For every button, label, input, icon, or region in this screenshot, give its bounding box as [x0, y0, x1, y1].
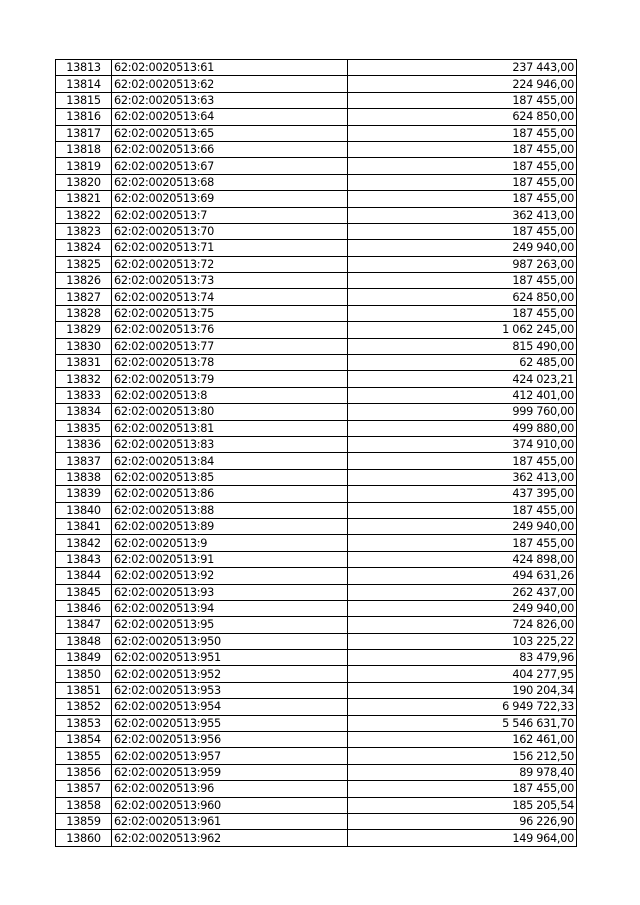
table-body [56, 60, 577, 847]
cadastral-number-cell: 62:02:0020513:952 [112, 666, 348, 682]
value-cell: 987 263,00 [348, 256, 577, 272]
value-cell: 162 461,00 [348, 732, 577, 748]
value-cell: 187 455,00 [348, 92, 577, 108]
table-row [56, 436, 577, 452]
table-row [56, 256, 577, 272]
row-number-cell: 13829 [56, 322, 112, 338]
cadastral-number-cell: 62:02:0020513:69 [112, 191, 348, 207]
value-cell: 362 413,00 [348, 469, 577, 485]
table-row [56, 584, 577, 600]
table-row [56, 355, 577, 371]
value-cell: 249 940,00 [348, 600, 577, 616]
table-row [56, 420, 577, 436]
cadastral-number-cell: 62:02:0020513:77 [112, 338, 348, 354]
row-number-cell: 13856 [56, 764, 112, 780]
table-row [56, 551, 577, 567]
value-cell: 437 395,00 [348, 486, 577, 502]
value-cell: 156 212,50 [348, 748, 577, 764]
row-number-cell: 13855 [56, 748, 112, 764]
row-number-cell: 13814 [56, 76, 112, 92]
cadastral-number-cell: 62:02:0020513:91 [112, 551, 348, 567]
cadastral-number-cell: 62:02:0020513:86 [112, 486, 348, 502]
row-number-cell: 13828 [56, 305, 112, 321]
value-cell: 190 204,34 [348, 682, 577, 698]
value-cell: 187 455,00 [348, 781, 577, 797]
cadastral-number-cell: 62:02:0020513:960 [112, 797, 348, 813]
row-number-cell: 13824 [56, 240, 112, 256]
value-cell: 412 401,00 [348, 387, 577, 403]
row-number-cell: 13822 [56, 207, 112, 223]
table-row [56, 141, 577, 157]
cadastral-number-cell: 62:02:0020513:62 [112, 76, 348, 92]
cadastral-number-cell: 62:02:0020513:94 [112, 600, 348, 616]
row-number-cell: 13838 [56, 469, 112, 485]
table-row [56, 650, 577, 666]
table-row [56, 322, 577, 338]
row-number-cell: 13847 [56, 617, 112, 633]
value-cell: 404 277,95 [348, 666, 577, 682]
value-cell: 187 455,00 [348, 305, 577, 321]
table-row [56, 60, 577, 76]
row-number-cell: 13827 [56, 289, 112, 305]
cadastral-number-cell: 62:02:0020513:8 [112, 387, 348, 403]
row-number-cell: 13831 [56, 355, 112, 371]
value-cell: 249 940,00 [348, 240, 577, 256]
cadastral-number-cell: 62:02:0020513:7 [112, 207, 348, 223]
table-row [56, 797, 577, 813]
row-number-cell: 13817 [56, 125, 112, 141]
row-number-cell: 13818 [56, 141, 112, 157]
row-number-cell: 13839 [56, 486, 112, 502]
table-row [56, 518, 577, 534]
table-row [56, 715, 577, 731]
table-row [56, 92, 577, 108]
cadastral-number-cell: 62:02:0020513:83 [112, 436, 348, 452]
row-number-cell: 13850 [56, 666, 112, 682]
table-row [56, 813, 577, 829]
row-number-cell: 13848 [56, 633, 112, 649]
cadastral-number-cell: 62:02:0020513:950 [112, 633, 348, 649]
cadastral-number-cell: 62:02:0020513:962 [112, 830, 348, 846]
table-row [56, 682, 577, 698]
table-row [56, 830, 577, 846]
table-row [56, 289, 577, 305]
value-cell: 999 760,00 [348, 404, 577, 420]
value-cell: 187 455,00 [348, 158, 577, 174]
row-number-cell: 13860 [56, 830, 112, 846]
cadastral-number-cell: 62:02:0020513:70 [112, 223, 348, 239]
table-row [56, 469, 577, 485]
cadastral-number-cell: 62:02:0020513:95 [112, 617, 348, 633]
row-number-cell: 13845 [56, 584, 112, 600]
cadastral-number-cell: 62:02:0020513:81 [112, 420, 348, 436]
table-row [56, 486, 577, 502]
value-cell: 624 850,00 [348, 289, 577, 305]
row-number-cell: 13820 [56, 174, 112, 190]
cadastral-value-table [55, 59, 577, 847]
value-cell: 83 479,96 [348, 650, 577, 666]
cadastral-number-cell: 62:02:0020513:92 [112, 568, 348, 584]
table-row [56, 748, 577, 764]
row-number-cell: 13821 [56, 191, 112, 207]
cadastral-number-cell: 62:02:0020513:79 [112, 371, 348, 387]
row-number-cell: 13835 [56, 420, 112, 436]
row-number-cell: 13825 [56, 256, 112, 272]
cadastral-number-cell: 62:02:0020513:64 [112, 109, 348, 125]
cadastral-number-cell: 62:02:0020513:9 [112, 535, 348, 551]
row-number-cell: 13843 [56, 551, 112, 567]
row-number-cell: 13858 [56, 797, 112, 813]
table-row [56, 387, 577, 403]
value-cell: 249 940,00 [348, 518, 577, 534]
row-number-cell: 13833 [56, 387, 112, 403]
table-row [56, 502, 577, 518]
table-row [56, 158, 577, 174]
cadastral-number-cell: 62:02:0020513:67 [112, 158, 348, 174]
row-number-cell: 13832 [56, 371, 112, 387]
table-row [56, 338, 577, 354]
value-cell: 5 546 631,70 [348, 715, 577, 731]
cadastral-number-cell: 62:02:0020513:959 [112, 764, 348, 780]
row-number-cell: 13836 [56, 436, 112, 452]
cadastral-number-cell: 62:02:0020513:80 [112, 404, 348, 420]
cadastral-number-cell: 62:02:0020513:96 [112, 781, 348, 797]
value-cell: 187 455,00 [348, 273, 577, 289]
value-cell: 815 490,00 [348, 338, 577, 354]
row-number-cell: 13837 [56, 453, 112, 469]
cadastral-number-cell: 62:02:0020513:65 [112, 125, 348, 141]
row-number-cell: 13813 [56, 60, 112, 76]
table-row [56, 223, 577, 239]
cadastral-number-cell: 62:02:0020513:68 [112, 174, 348, 190]
value-cell: 187 455,00 [348, 453, 577, 469]
table-row [56, 732, 577, 748]
cadastral-number-cell: 62:02:0020513:93 [112, 584, 348, 600]
cadastral-number-cell: 62:02:0020513:66 [112, 141, 348, 157]
row-number-cell: 13841 [56, 518, 112, 534]
table-row [56, 371, 577, 387]
value-cell: 185 205,54 [348, 797, 577, 813]
row-number-cell: 13842 [56, 535, 112, 551]
row-number-cell: 13823 [56, 223, 112, 239]
cadastral-number-cell: 62:02:0020513:75 [112, 305, 348, 321]
value-cell: 262 437,00 [348, 584, 577, 600]
cadastral-number-cell: 62:02:0020513:76 [112, 322, 348, 338]
table-row [56, 273, 577, 289]
cadastral-number-cell: 62:02:0020513:84 [112, 453, 348, 469]
cadastral-number-cell: 62:02:0020513:71 [112, 240, 348, 256]
cadastral-number-cell: 62:02:0020513:957 [112, 748, 348, 764]
table-row [56, 404, 577, 420]
table-row [56, 535, 577, 551]
row-number-cell: 13851 [56, 682, 112, 698]
row-number-cell: 13849 [56, 650, 112, 666]
cadastral-number-cell: 62:02:0020513:954 [112, 699, 348, 715]
cadastral-number-cell: 62:02:0020513:956 [112, 732, 348, 748]
value-cell: 187 455,00 [348, 502, 577, 518]
value-cell: 62 485,00 [348, 355, 577, 371]
row-number-cell: 13840 [56, 502, 112, 518]
value-cell: 149 964,00 [348, 830, 577, 846]
row-number-cell: 13826 [56, 273, 112, 289]
value-cell: 89 978,40 [348, 764, 577, 780]
value-cell: 424 898,00 [348, 551, 577, 567]
value-cell: 494 631,26 [348, 568, 577, 584]
table-row [56, 617, 577, 633]
table-row [56, 174, 577, 190]
table-row [56, 764, 577, 780]
value-cell: 374 910,00 [348, 436, 577, 452]
cadastral-number-cell: 62:02:0020513:78 [112, 355, 348, 371]
value-cell: 96 226,90 [348, 813, 577, 829]
row-number-cell: 13830 [56, 338, 112, 354]
value-cell: 187 455,00 [348, 141, 577, 157]
table-row [56, 109, 577, 125]
value-cell: 237 443,00 [348, 60, 577, 76]
value-cell: 499 880,00 [348, 420, 577, 436]
value-cell: 224 946,00 [348, 76, 577, 92]
row-number-cell: 13852 [56, 699, 112, 715]
row-number-cell: 13834 [56, 404, 112, 420]
row-number-cell: 13846 [56, 600, 112, 616]
value-cell: 362 413,00 [348, 207, 577, 223]
value-cell: 724 826,00 [348, 617, 577, 633]
row-number-cell: 13815 [56, 92, 112, 108]
cadastral-number-cell: 62:02:0020513:73 [112, 273, 348, 289]
value-cell: 187 455,00 [348, 125, 577, 141]
cadastral-number-cell: 62:02:0020513:89 [112, 518, 348, 534]
value-cell: 103 225,22 [348, 633, 577, 649]
table-row [56, 699, 577, 715]
value-cell: 187 455,00 [348, 191, 577, 207]
value-cell: 424 023,21 [348, 371, 577, 387]
cadastral-number-cell: 62:02:0020513:74 [112, 289, 348, 305]
table-row [56, 600, 577, 616]
cadastral-number-cell: 62:02:0020513:955 [112, 715, 348, 731]
table-row [56, 76, 577, 92]
value-cell: 6 949 722,33 [348, 699, 577, 715]
cadastral-number-cell: 62:02:0020513:85 [112, 469, 348, 485]
value-cell: 187 455,00 [348, 223, 577, 239]
table-row [56, 453, 577, 469]
table-row [56, 125, 577, 141]
cadastral-number-cell: 62:02:0020513:961 [112, 813, 348, 829]
value-cell: 187 455,00 [348, 535, 577, 551]
value-cell: 1 062 245,00 [348, 322, 577, 338]
table-row [56, 191, 577, 207]
row-number-cell: 13857 [56, 781, 112, 797]
cadastral-number-cell: 62:02:0020513:88 [112, 502, 348, 518]
row-number-cell: 13816 [56, 109, 112, 125]
cadastral-number-cell: 62:02:0020513:953 [112, 682, 348, 698]
row-number-cell: 13819 [56, 158, 112, 174]
value-cell: 187 455,00 [348, 174, 577, 190]
row-number-cell: 13859 [56, 813, 112, 829]
table-row [56, 207, 577, 223]
table-row [56, 633, 577, 649]
table-row [56, 666, 577, 682]
table-row [56, 781, 577, 797]
row-number-cell: 13853 [56, 715, 112, 731]
row-number-cell: 13854 [56, 732, 112, 748]
cadastral-number-cell: 62:02:0020513:72 [112, 256, 348, 272]
table-row [56, 240, 577, 256]
value-cell: 624 850,00 [348, 109, 577, 125]
row-number-cell: 13844 [56, 568, 112, 584]
table-row [56, 305, 577, 321]
table-row [56, 568, 577, 584]
cadastral-number-cell: 62:02:0020513:61 [112, 60, 348, 76]
cadastral-number-cell: 62:02:0020513:63 [112, 92, 348, 108]
cadastral-number-cell: 62:02:0020513:951 [112, 650, 348, 666]
